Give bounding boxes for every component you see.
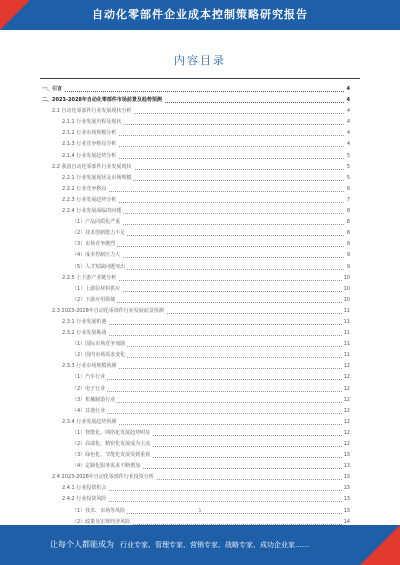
toc-entry-page: 9 xyxy=(345,262,350,273)
toc-entry[interactable] xyxy=(42,262,350,273)
toc-entry-label: 2.1.1 行业发展历程及现状 xyxy=(62,119,122,126)
toc-entry-page: 4 xyxy=(345,117,350,128)
table-of-contents xyxy=(42,84,350,528)
toc-entry-page: 4 xyxy=(345,128,350,139)
toc-entry-label: 2.1 自动化零部件行业发展现状分析 xyxy=(52,108,132,115)
toc-entry-label: 2.2.2 行业竞争格局 xyxy=(62,185,107,192)
toc-entry-page: 13 xyxy=(342,483,350,494)
toc-entry[interactable] xyxy=(42,483,350,494)
toc-entry[interactable] xyxy=(42,350,350,361)
toc-entry-label: 一、引言 xyxy=(42,86,63,92)
toc-entry-page: 8 xyxy=(345,217,350,228)
toc-entry-page: 4 xyxy=(345,84,350,95)
toc-entry-label: （5）人才短缺问题突出 xyxy=(72,263,126,270)
toc-entry-page: 5 xyxy=(345,173,350,184)
toc-entry-page: 12 xyxy=(342,384,350,395)
toc-entry-page: 4 xyxy=(345,139,350,150)
toc-entry-label: （3）机械制造行业 xyxy=(72,396,116,403)
toc-entry-page: 12 xyxy=(342,417,350,428)
toc-entry[interactable] xyxy=(42,395,350,406)
toc-entry[interactable] xyxy=(42,439,350,450)
toc-entry-page: 6 xyxy=(345,184,350,195)
toc-entry-label: （1）技术、市场等风险 xyxy=(72,507,126,514)
toc-entry[interactable] xyxy=(42,450,350,461)
toc-entry-page: 11 xyxy=(342,317,350,328)
toc-entry-page: 14 xyxy=(342,517,350,528)
toc-entry[interactable] xyxy=(42,361,350,372)
toc-entry[interactable] xyxy=(42,239,350,250)
toc-entry[interactable] xyxy=(42,295,350,306)
toc-entry-page: 8 xyxy=(345,206,350,217)
toc-entry-label: （2）高端化、精密化发展成为主流 xyxy=(72,441,151,447)
toc-entry-label: 2.2.4 行业发展面临的问题 xyxy=(62,208,122,215)
toc-entry[interactable] xyxy=(42,128,350,139)
toc-entry-page: 10 xyxy=(342,273,350,284)
toc-leader-dots xyxy=(72,391,350,392)
toc-entry-page: 12 xyxy=(342,395,350,406)
footer-slogan: 让每个人都能成为 xyxy=(50,540,114,549)
toc-entry[interactable] xyxy=(42,228,350,239)
toc-entry-label: （1）国际市场竞争加剧 xyxy=(72,341,126,348)
toc-entry-label: 2.2.5 上下游产业链分析 xyxy=(62,274,117,281)
footer-accent-corner xyxy=(360,525,400,565)
toc-entry[interactable] xyxy=(42,184,350,195)
toc-entry-page: 5 xyxy=(345,151,350,162)
page-footer xyxy=(0,525,400,565)
toc-entry-page: 12 xyxy=(342,428,350,439)
toc-entry[interactable] xyxy=(42,339,350,350)
toc-entry[interactable] xyxy=(42,273,350,284)
toc-entry[interactable] xyxy=(42,173,350,184)
toc-entry[interactable] xyxy=(42,151,350,162)
toc-entry-label: （1）智能化、网络化发展趋势明显 xyxy=(72,429,151,436)
toc-entry-label: （2）下游应用领域 xyxy=(72,296,116,303)
toc-entry[interactable] xyxy=(42,428,350,439)
toc-entry-label: （1）产品同质化严重 xyxy=(72,219,121,226)
toc-entry[interactable] xyxy=(42,406,350,417)
toc-entry[interactable] xyxy=(42,461,350,472)
toc-entry-page: 9 xyxy=(345,250,350,261)
toc-entry-label: （3）绿色化、节能化发展受到重视 xyxy=(72,452,151,459)
toc-entry-label: （1）上游原材料供应 xyxy=(72,285,121,292)
toc-entry-label: 2.1.3 行业竞争格局分析 xyxy=(62,141,117,148)
toc-entry-page: 4 xyxy=(345,106,350,117)
toc-entry-label: 2.2 我国自动化零部件行业发展现状 xyxy=(52,163,132,170)
toc-entry-label: （2）技术创新能力不足 xyxy=(72,230,126,237)
toc-entry-page: 10 xyxy=(342,284,350,295)
toc-entry-page: 12 xyxy=(342,439,350,450)
toc-entry[interactable] xyxy=(42,306,350,317)
toc-entry-label: 二、2023-2028年自动化零部件市场前景及趋势预测 xyxy=(42,97,162,104)
toc-entry-label: 2.4 2023-2028年自动化零部件行业投资分析 xyxy=(52,474,154,481)
toc-leader-dots xyxy=(72,413,350,414)
toc-leader-dots xyxy=(42,91,350,92)
toc-leader-dots xyxy=(72,379,350,380)
toc-entry[interactable] xyxy=(42,384,350,395)
toc-entry[interactable] xyxy=(42,472,350,483)
toc-entry-page: 10 xyxy=(342,295,350,306)
toc-entry-label: （2）电子行业 xyxy=(72,385,106,392)
page-header xyxy=(0,0,400,30)
toc-entry[interactable] xyxy=(42,284,350,295)
toc-entry-label: 2.3.2 行业发展挑战 xyxy=(62,330,107,337)
toc-entry-page: 7 xyxy=(345,195,350,206)
toc-entry[interactable] xyxy=(42,162,350,173)
toc-entry[interactable] xyxy=(42,206,350,217)
toc-entry-page: 4 xyxy=(345,95,350,106)
toc-entry-label: 2.3 2023-2028年自动化零部件行业发展前景预测 xyxy=(52,307,164,314)
toc-entry-label: （2）国内市场需求变化 xyxy=(72,352,126,359)
toc-entry[interactable] xyxy=(42,117,350,128)
toc-entry[interactable] xyxy=(42,106,350,117)
toc-entry[interactable] xyxy=(42,494,350,505)
toc-entry[interactable] xyxy=(42,250,350,261)
toc-entry-label: （4）其他行业 xyxy=(72,407,106,414)
toc-entry-page: 8 xyxy=(345,239,350,250)
toc-entry-label: 2.3.4 行业发展趋势预测 xyxy=(62,418,117,425)
footer-tags: 行业专家、管理专家、营销专家、战略专家、成功企业家…… xyxy=(120,541,309,549)
toc-entry-label: 2.2.3 行业发展趋势分析 xyxy=(62,196,117,203)
toc-entry[interactable] xyxy=(42,317,350,328)
toc-entry[interactable] xyxy=(42,84,350,95)
toc-entry-label: （3）市场竞争激烈 xyxy=(72,241,116,248)
report-title: 自动化零部件企业成本控制策略研究报告 xyxy=(92,8,308,21)
toc-entry-page: 5 xyxy=(345,162,350,173)
toc-heading: 内容目录 xyxy=(174,54,226,67)
toc-entry[interactable] xyxy=(42,139,350,150)
toc-entry-label: 2.3.1 行业发展机遇 xyxy=(62,318,107,325)
toc-entry-label: 2.3.3 行业市场规模预测 xyxy=(62,363,117,370)
toc-entry-label: 2.4.1 行业投资机会 xyxy=(62,485,107,492)
toc-entry-page: 13 xyxy=(342,506,350,517)
toc-entry-page: 11 xyxy=(342,350,350,361)
toc-entry-page: 12 xyxy=(342,361,350,372)
toc-entry-label: 2.1.2 行业市场规模分析 xyxy=(62,130,117,137)
toc-entry-label: （4）成本控制压力大 xyxy=(72,252,121,259)
toc-entry[interactable] xyxy=(42,217,350,228)
toc-entry-page: 13 xyxy=(342,461,350,472)
toc-entry-label: （1）汽车行业 xyxy=(72,374,106,381)
toc-divider xyxy=(40,78,360,79)
toc-entry-page: 11 xyxy=(342,339,350,350)
toc-entry[interactable] xyxy=(42,417,350,428)
toc-entry-label: 2.2.1 行业发展现状及市场规模 xyxy=(62,174,132,181)
toc-entry-label: 2.4.2 行业投资风险 xyxy=(62,496,107,503)
page-number: 1 xyxy=(198,508,202,514)
toc-entry-page: 11 xyxy=(342,306,350,317)
toc-entry[interactable] xyxy=(42,195,350,206)
toc-entry[interactable] xyxy=(42,328,350,339)
toc-entry[interactable] xyxy=(42,372,350,383)
toc-entry-page: 11 xyxy=(342,328,350,339)
toc-entry[interactable] xyxy=(42,95,350,106)
toc-entry-page: 8 xyxy=(345,228,350,239)
toc-entry-page: 12 xyxy=(342,372,350,383)
toc-entry-page: 12 xyxy=(342,406,350,417)
toc-entry-label: （4）定制化服务需求不断增加 xyxy=(72,463,141,470)
toc-entry-page: 13 xyxy=(342,494,350,505)
toc-entry-label: 2.1.4 行业发展趋势分析 xyxy=(62,152,117,159)
toc-entry-page: 13 xyxy=(342,472,350,483)
toc-entry-page: 13 xyxy=(342,450,350,461)
toc-entry-label: （2）政策及宏观经济风险 xyxy=(72,518,131,525)
